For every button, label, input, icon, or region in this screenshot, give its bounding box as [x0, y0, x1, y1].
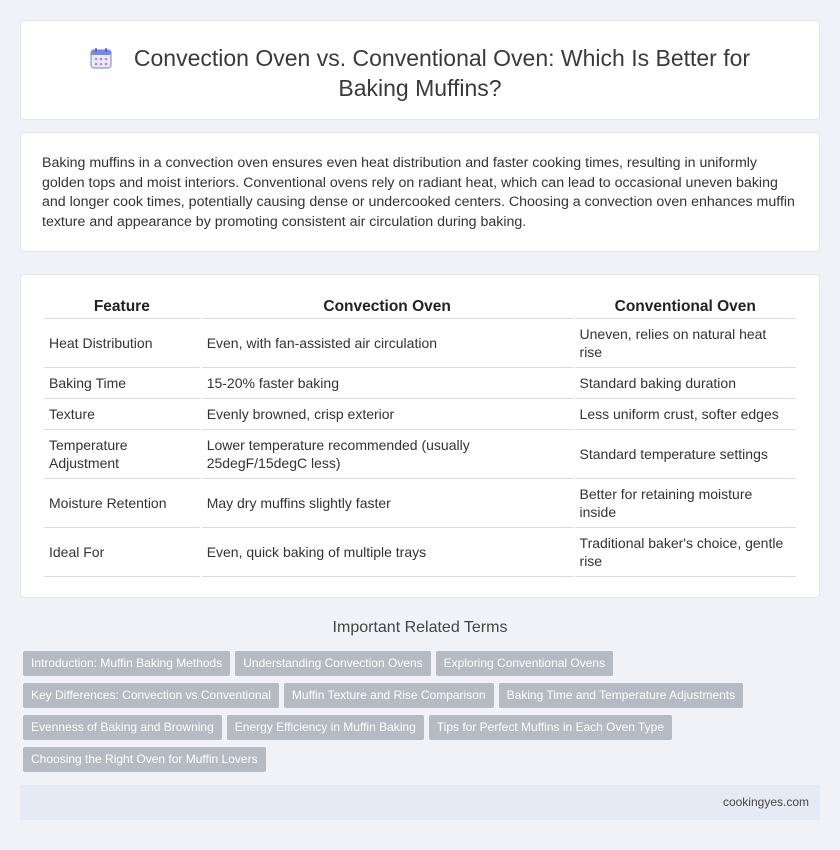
table-cell: Traditional baker's choice, gentle rise [575, 528, 796, 577]
intro-card [20, 132, 820, 252]
table-header-row [44, 295, 796, 319]
related-term-tag[interactable]: Key Differences: Convection vs Conventional [23, 683, 279, 708]
comparison-card [20, 274, 820, 598]
table-cell: Even, with fan-assisted air circulation [202, 319, 573, 368]
header-conventional: Conventional Oven [575, 295, 796, 319]
table-cell: Baking Time [44, 368, 200, 399]
table-cell: Moisture Retention [44, 479, 200, 528]
table-cell: Temperature Adjustment [44, 430, 200, 479]
page-title [21, 43, 819, 103]
related-terms-heading: Important Related Terms [332, 619, 508, 636]
table-cell: Evenly browned, crisp exterior [202, 399, 573, 430]
table-cell: Even, quick baking of multiple trays [202, 528, 573, 577]
table-cell: Standard temperature settings [575, 430, 796, 479]
table-cell: Less uniform crust, softer edges [575, 399, 796, 430]
table-cell: Texture [44, 399, 200, 430]
related-term-tag[interactable]: Choosing the Right Oven for Muffin Lovers [23, 747, 266, 772]
table-row [44, 319, 796, 368]
intro-paragraph: Baking muffins in a convection oven ensures even heat distribution and faster cooking times, resulting in uniformly golden tops and moist interiors. Conventional ovens rely on radiant heat, which can lead to occasional uneven baking and longer cook times, potentially causing dense or undercooked centers. Choosing a convection oven enhances muffin texture and appearance by promoting consistent air circulation during baking. [42, 155, 795, 230]
calendar-icon [90, 47, 112, 69]
header-feature: Feature [44, 295, 200, 319]
related-term-tag[interactable]: Exploring Conventional Ovens [436, 651, 613, 676]
table-cell: Heat Distribution [44, 319, 200, 368]
related-term-tag[interactable]: Baking Time and Temperature Adjustments [499, 683, 744, 708]
table-row [44, 368, 796, 399]
table-cell: Lower temperature recommended (usually 25degF/15degC less) [202, 430, 573, 479]
footer [20, 785, 820, 820]
table-row [44, 528, 796, 577]
related-term-tag[interactable]: Muffin Texture and Rise Comparison [284, 683, 494, 708]
related-term-tag[interactable]: Evenness of Baking and Browning [23, 715, 222, 740]
table-row [44, 399, 796, 430]
related-terms-list [23, 651, 803, 779]
related-term-tag[interactable]: Introduction: Muffin Baking Methods [23, 651, 230, 676]
header-convection: Convection Oven [202, 295, 573, 319]
related-term-tag[interactable]: Understanding Convection Ovens [235, 651, 430, 676]
table-cell: Better for retaining moisture inside [575, 479, 796, 528]
related-term-tag[interactable]: Tips for Perfect Muffins in Each Oven Type [429, 715, 672, 740]
footer-site-link[interactable]: cookingyes.com [722, 795, 809, 809]
table-row [44, 430, 796, 479]
table-cell: Uneven, relies on natural heat rise [575, 319, 796, 368]
related-term-tag[interactable]: Energy Efficiency in Muffin Baking [227, 715, 424, 740]
comparison-table [42, 295, 798, 577]
page-title-text: Convection Oven vs. Conventional Oven: Which Is Better for Baking Muffins? [133, 45, 751, 101]
title-card [20, 20, 820, 120]
table-cell: 15-20% faster baking [202, 368, 573, 399]
table-cell: May dry muffins slightly faster [202, 479, 573, 528]
table-row [44, 479, 796, 528]
table-cell: Standard baking duration [575, 368, 796, 399]
table-cell: Ideal For [44, 528, 200, 577]
